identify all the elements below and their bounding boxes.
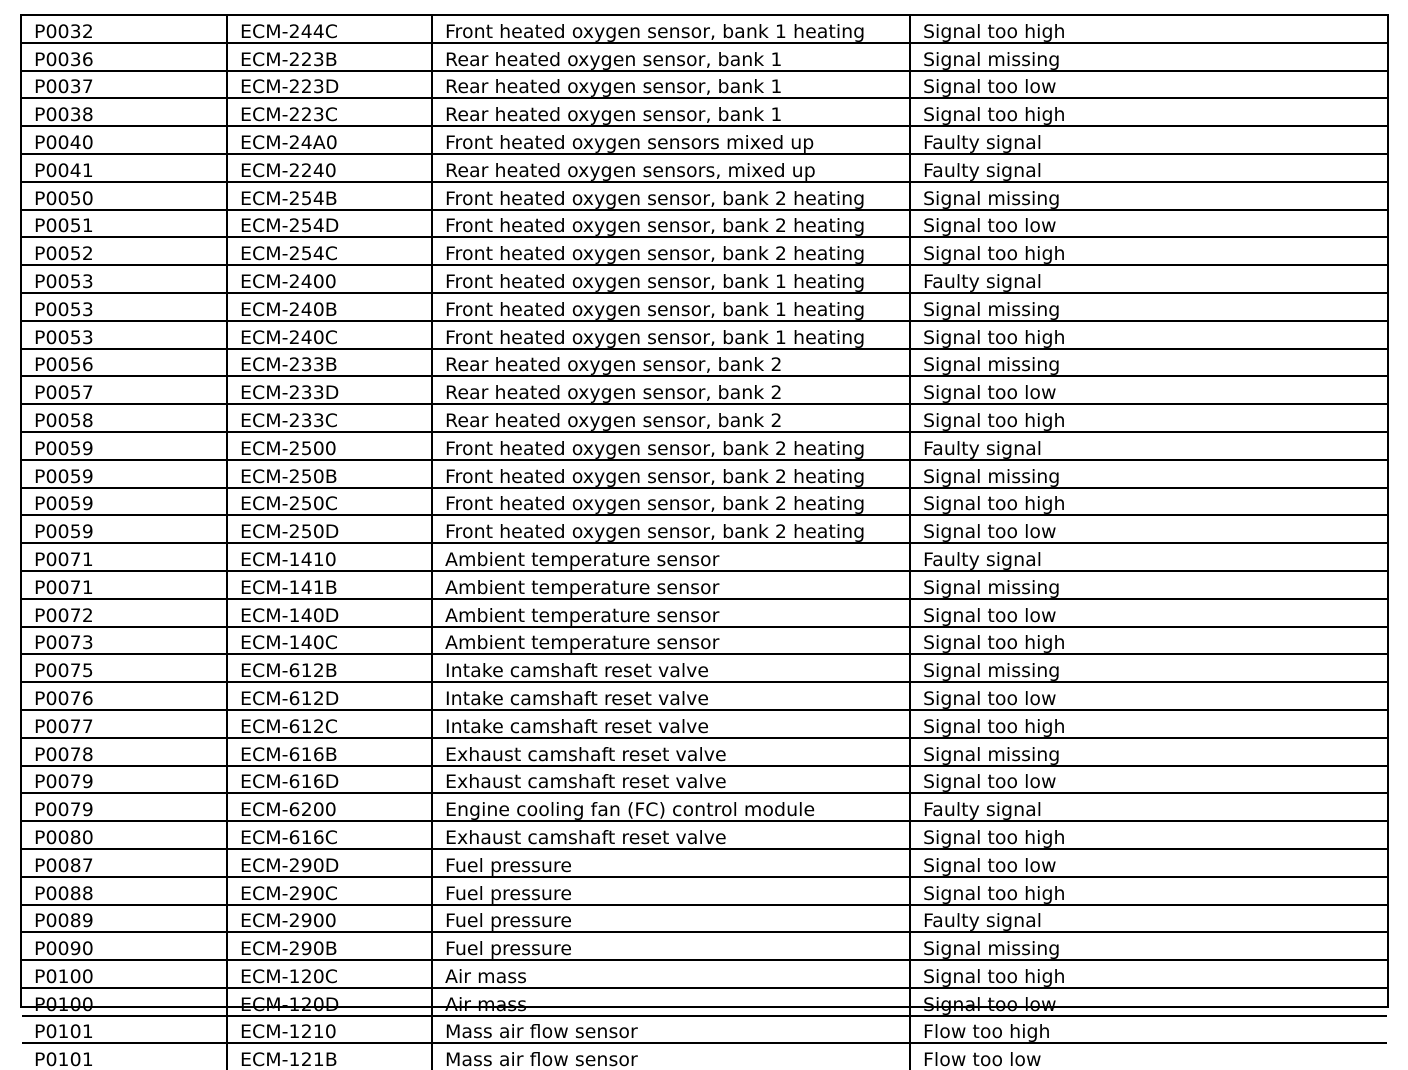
fault-cell: Signal too low (910, 849, 1387, 877)
ecm-code-cell: ECM-244C (227, 16, 432, 43)
dtc-code-cell: P0059 (22, 515, 227, 543)
dtc-code-cell: P0053 (22, 293, 227, 321)
ecm-code-cell: ECM-240B (227, 293, 432, 321)
dtc-table (22, 16, 1387, 1070)
table-row (22, 154, 1387, 182)
dtc-code-cell: P0079 (22, 793, 227, 821)
table-row (22, 265, 1387, 293)
component-cell: Front heated oxygen sensor, bank 2 heating (432, 210, 910, 238)
dtc-code-cell: P0059 (22, 432, 227, 460)
fault-cell: Signal too high (910, 237, 1387, 265)
table-row (22, 960, 1387, 988)
component-cell: Rear heated oxygen sensor, bank 2 (432, 404, 910, 432)
ecm-code-cell: ECM-223B (227, 43, 432, 71)
table-row (22, 71, 1387, 99)
table-row (22, 599, 1387, 627)
component-cell: Intake camshaft reset valve (432, 710, 910, 738)
ecm-code-cell: ECM-233C (227, 404, 432, 432)
component-cell: Air mass (432, 988, 910, 1016)
component-cell: Rear heated oxygen sensor, bank 2 (432, 349, 910, 377)
component-cell: Fuel pressure (432, 932, 910, 960)
ecm-code-cell: ECM-254D (227, 210, 432, 238)
ecm-code-cell: ECM-141B (227, 571, 432, 599)
ecm-code-cell: ECM-223C (227, 98, 432, 126)
fault-cell: Signal missing (910, 182, 1387, 210)
fault-cell: Faulty signal (910, 543, 1387, 571)
fault-cell: Signal too high (910, 404, 1387, 432)
table-row (22, 932, 1387, 960)
fault-cell: Signal too high (910, 960, 1387, 988)
component-cell: Ambient temperature sensor (432, 599, 910, 627)
ecm-code-cell: ECM-290B (227, 932, 432, 960)
component-cell: Ambient temperature sensor (432, 543, 910, 571)
table-row (22, 849, 1387, 877)
ecm-code-cell: ECM-24A0 (227, 126, 432, 154)
fault-cell: Signal too low (910, 766, 1387, 794)
dtc-code-cell: P0053 (22, 321, 227, 349)
component-cell: Intake camshaft reset valve (432, 654, 910, 682)
ecm-code-cell: ECM-616C (227, 821, 432, 849)
ecm-code-cell: ECM-2500 (227, 432, 432, 460)
dtc-code-cell: P0071 (22, 543, 227, 571)
table-row (22, 682, 1387, 710)
table-row (22, 488, 1387, 516)
table-row (22, 321, 1387, 349)
dtc-code-cell: P0057 (22, 376, 227, 404)
table-row (22, 905, 1387, 933)
component-cell: Front heated oxygen sensor, bank 1 heating (432, 265, 910, 293)
fault-cell: Signal too high (910, 877, 1387, 905)
table-row (22, 793, 1387, 821)
component-cell: Front heated oxygen sensor, bank 1 heating (432, 321, 910, 349)
ecm-code-cell: ECM-250B (227, 460, 432, 488)
dtc-code-cell: P0087 (22, 849, 227, 877)
fault-cell: Signal too low (910, 376, 1387, 404)
dtc-code-cell: P0076 (22, 682, 227, 710)
dtc-code-cell: P0100 (22, 988, 227, 1016)
dtc-code-cell: P0073 (22, 627, 227, 655)
ecm-code-cell: ECM-223D (227, 71, 432, 99)
table-row (22, 126, 1387, 154)
ecm-code-cell: ECM-233B (227, 349, 432, 377)
component-cell: Front heated oxygen sensors mixed up (432, 126, 910, 154)
component-cell: Fuel pressure (432, 849, 910, 877)
component-cell: Front heated oxygen sensor, bank 2 heating (432, 460, 910, 488)
fault-cell: Faulty signal (910, 154, 1387, 182)
table-row (22, 710, 1387, 738)
dtc-code-cell: P0051 (22, 210, 227, 238)
dtc-code-cell: P0050 (22, 182, 227, 210)
fault-cell: Signal too low (910, 515, 1387, 543)
component-cell: Front heated oxygen sensor, bank 2 heating (432, 488, 910, 516)
component-cell: Exhaust camshaft reset valve (432, 766, 910, 794)
dtc-code-cell: P0037 (22, 71, 227, 99)
dtc-code-cell: P0036 (22, 43, 227, 71)
fault-cell: Signal missing (910, 460, 1387, 488)
fault-cell: Signal too high (910, 710, 1387, 738)
ecm-code-cell: ECM-290C (227, 877, 432, 905)
fault-cell: Signal missing (910, 293, 1387, 321)
table-row (22, 1043, 1387, 1070)
ecm-code-cell: ECM-612D (227, 682, 432, 710)
table-row (22, 766, 1387, 794)
ecm-code-cell: ECM-140D (227, 599, 432, 627)
component-cell: Mass air flow sensor (432, 1043, 910, 1070)
dtc-code-cell: P0089 (22, 905, 227, 933)
component-cell: Front heated oxygen sensor, bank 2 heating (432, 515, 910, 543)
dtc-code-cell: P0079 (22, 766, 227, 794)
ecm-code-cell: ECM-2240 (227, 154, 432, 182)
dtc-code-cell: P0101 (22, 1016, 227, 1044)
fault-cell: Signal too high (910, 627, 1387, 655)
dtc-code-cell: P0088 (22, 877, 227, 905)
table-row (22, 182, 1387, 210)
fault-cell: Signal missing (910, 738, 1387, 766)
dtc-code-cell: P0040 (22, 126, 227, 154)
fault-cell: Signal too low (910, 71, 1387, 99)
dtc-code-cell: P0041 (22, 154, 227, 182)
ecm-code-cell: ECM-1410 (227, 543, 432, 571)
ecm-code-cell: ECM-612B (227, 654, 432, 682)
table-row (22, 738, 1387, 766)
fault-cell: Faulty signal (910, 126, 1387, 154)
fault-cell: Signal missing (910, 654, 1387, 682)
fault-cell: Faulty signal (910, 432, 1387, 460)
component-cell: Fuel pressure (432, 905, 910, 933)
component-cell: Front heated oxygen sensor, bank 2 heating (432, 182, 910, 210)
component-cell: Front heated oxygen sensor, bank 2 heating (432, 237, 910, 265)
dtc-table-frame (20, 14, 1389, 1070)
table-row (22, 98, 1387, 126)
dtc-table-body (22, 16, 1387, 1070)
dtc-code-cell: P0101 (22, 1043, 227, 1070)
dtc-code-cell: P0052 (22, 237, 227, 265)
table-row (22, 293, 1387, 321)
fault-cell: Faulty signal (910, 793, 1387, 821)
fault-cell: Signal too high (910, 321, 1387, 349)
ecm-code-cell: ECM-1210 (227, 1016, 432, 1044)
component-cell: Exhaust camshaft reset valve (432, 821, 910, 849)
fault-cell: Signal missing (910, 349, 1387, 377)
table-row (22, 571, 1387, 599)
dtc-code-cell: P0032 (22, 16, 227, 43)
table-row (22, 210, 1387, 238)
component-cell: Mass air flow sensor (432, 1016, 910, 1044)
table-row (22, 877, 1387, 905)
dtc-code-cell: P0053 (22, 265, 227, 293)
dtc-code-cell: P0090 (22, 932, 227, 960)
component-cell: Air mass (432, 960, 910, 988)
fault-cell: Signal too low (910, 988, 1387, 1016)
component-cell: Rear heated oxygen sensor, bank 2 (432, 376, 910, 404)
component-cell: Ambient temperature sensor (432, 571, 910, 599)
dtc-code-cell: P0071 (22, 571, 227, 599)
dtc-code-cell: P0059 (22, 460, 227, 488)
ecm-code-cell: ECM-121B (227, 1043, 432, 1070)
fault-cell: Signal too high (910, 16, 1387, 43)
fault-cell: Signal too high (910, 98, 1387, 126)
ecm-code-cell: ECM-120C (227, 960, 432, 988)
ecm-code-cell: ECM-2400 (227, 265, 432, 293)
ecm-code-cell: ECM-250D (227, 515, 432, 543)
table-row (22, 432, 1387, 460)
fault-cell: Signal too low (910, 682, 1387, 710)
table-row (22, 237, 1387, 265)
table-row (22, 1016, 1387, 1044)
table-row (22, 627, 1387, 655)
dtc-code-cell: P0100 (22, 960, 227, 988)
fault-cell: Signal too high (910, 488, 1387, 516)
table-row (22, 16, 1387, 43)
ecm-code-cell: ECM-6200 (227, 793, 432, 821)
fault-cell: Signal missing (910, 43, 1387, 71)
fault-cell: Flow too high (910, 1016, 1387, 1044)
component-cell: Rear heated oxygen sensor, bank 1 (432, 98, 910, 126)
ecm-code-cell: ECM-254C (227, 237, 432, 265)
component-cell: Fuel pressure (432, 877, 910, 905)
fault-cell: Signal too low (910, 210, 1387, 238)
dtc-code-cell: P0056 (22, 349, 227, 377)
table-row (22, 654, 1387, 682)
table-row (22, 988, 1387, 1016)
ecm-code-cell: ECM-290D (227, 849, 432, 877)
ecm-code-cell: ECM-250C (227, 488, 432, 516)
dtc-code-cell: P0077 (22, 710, 227, 738)
ecm-code-cell: ECM-254B (227, 182, 432, 210)
fault-cell: Signal missing (910, 932, 1387, 960)
component-cell: Front heated oxygen sensor, bank 1 heating (432, 16, 910, 43)
fault-cell: Signal too high (910, 821, 1387, 849)
component-cell: Front heated oxygen sensor, bank 1 heating (432, 293, 910, 321)
dtc-code-cell: P0075 (22, 654, 227, 682)
table-row (22, 821, 1387, 849)
ecm-code-cell: ECM-233D (227, 376, 432, 404)
component-cell: Rear heated oxygen sensor, bank 1 (432, 43, 910, 71)
table-row (22, 460, 1387, 488)
dtc-code-cell: P0080 (22, 821, 227, 849)
ecm-code-cell: ECM-616D (227, 766, 432, 794)
ecm-code-cell: ECM-2900 (227, 905, 432, 933)
fault-cell: Signal missing (910, 571, 1387, 599)
table-row (22, 376, 1387, 404)
component-cell: Rear heated oxygen sensors, mixed up (432, 154, 910, 182)
fault-cell: Flow too low (923, 1049, 1042, 1070)
table-row (22, 543, 1387, 571)
table-row (22, 349, 1387, 377)
dtc-code-cell: P0038 (22, 98, 227, 126)
dtc-code-cell: P0078 (22, 738, 227, 766)
dtc-code-cell: P0058 (22, 404, 227, 432)
ecm-code-cell: ECM-612C (227, 710, 432, 738)
table-row (22, 43, 1387, 71)
ecm-code-cell: ECM-140C (227, 627, 432, 655)
ecm-code-cell: ECM-616B (227, 738, 432, 766)
component-cell: Engine cooling fan (FC) control module (432, 793, 910, 821)
table-row (22, 404, 1387, 432)
dtc-code-cell: P0072 (22, 599, 227, 627)
fault-cell: Faulty signal (910, 265, 1387, 293)
component-cell: Exhaust camshaft reset valve (432, 738, 910, 766)
fault-cell: Faulty signal (910, 905, 1387, 933)
fault-cell: Signal too low (910, 599, 1387, 627)
ecm-code-cell: ECM-120D (227, 988, 432, 1016)
dtc-code-cell: P0059 (22, 488, 227, 516)
component-cell: Rear heated oxygen sensor, bank 1 (432, 71, 910, 99)
component-cell: Ambient temperature sensor (432, 627, 910, 655)
ecm-code-cell: ECM-240C (227, 321, 432, 349)
table-row (22, 515, 1387, 543)
component-cell: Intake camshaft reset valve (432, 682, 910, 710)
component-cell: Front heated oxygen sensor, bank 2 heating (432, 432, 910, 460)
